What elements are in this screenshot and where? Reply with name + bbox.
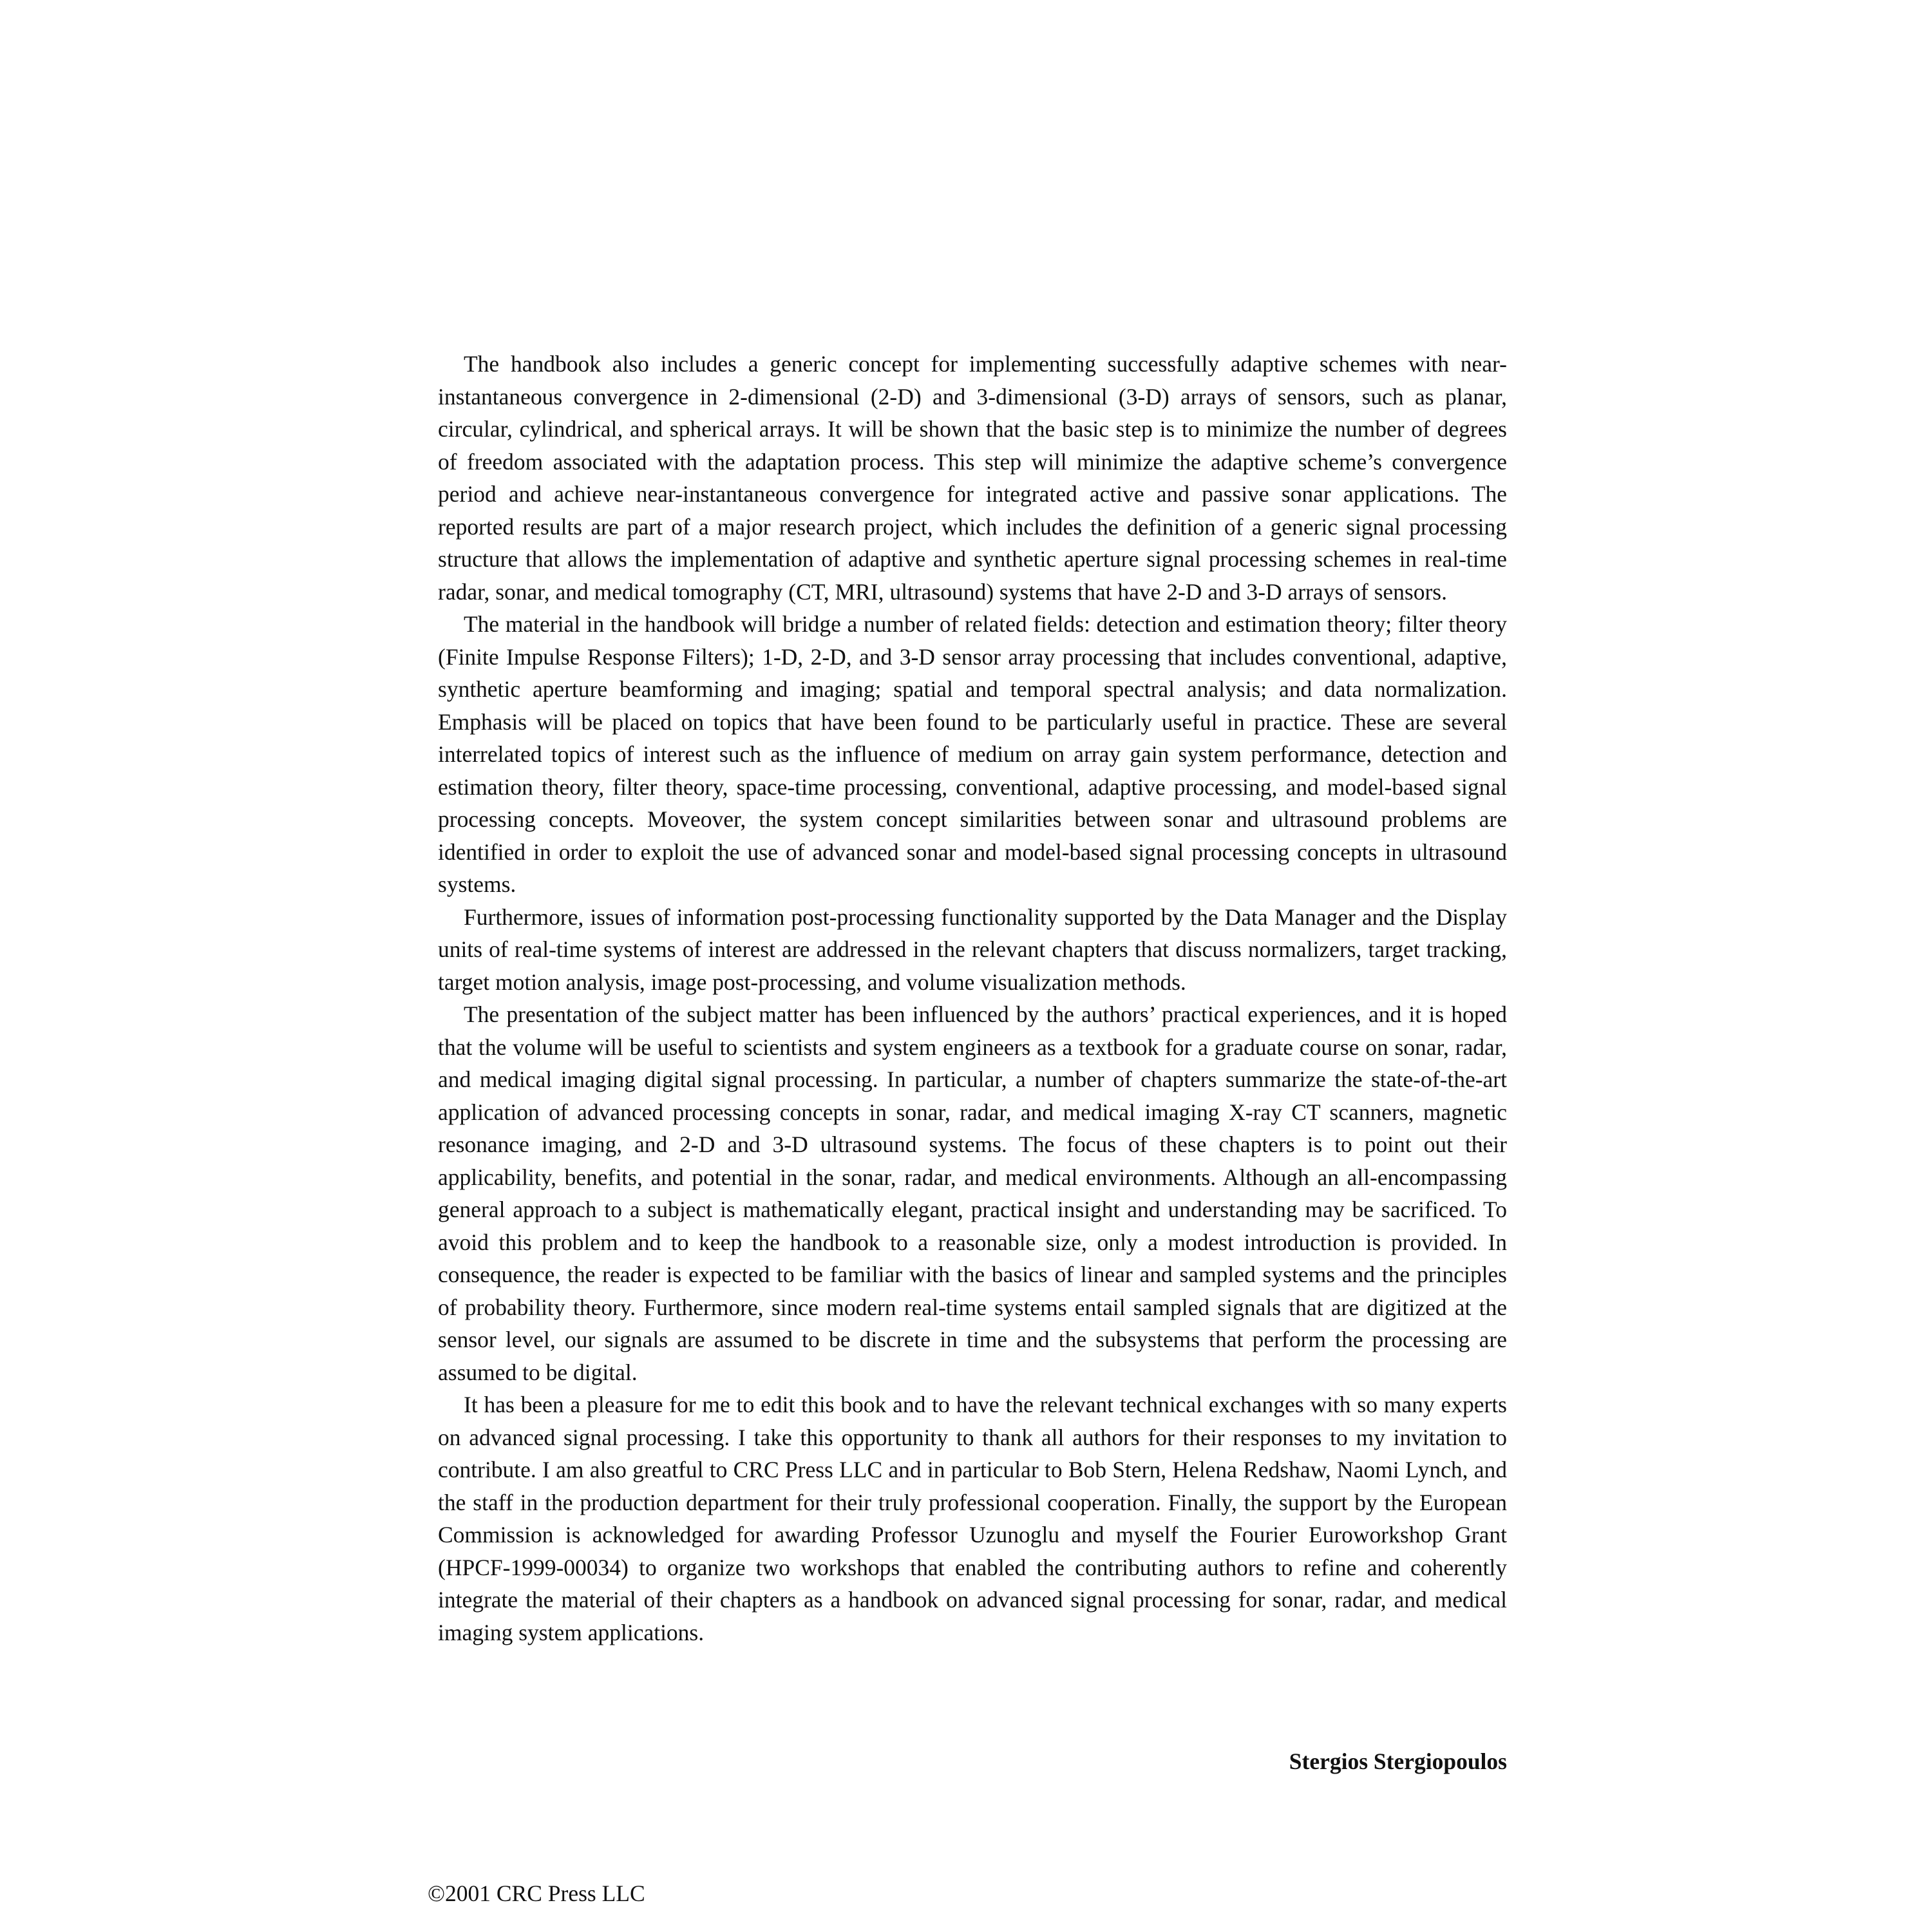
preface-body: [438, 348, 1507, 1649]
paragraph: The handbook also includes a generic concept for implementing successfully adaptive schemes with near-instantaneous convergence in 2-dimensional (2-D) and 3-dimensional (3-D) arrays of sensors, such as planar, circular, cylindrical, and spherical arrays. It will be shown that the basic step is to minimize the number of degrees of freedom associated with the adaptation process. This step will minimize the adaptive scheme’s convergence period and achieve near-instantaneous convergence for integrated active and passive sonar applications. The reported results are part of a major research project, which includes the definition of a generic signal processing structure that allows the implementation of adaptive and synthetic aperture signal processing schemes in real-time radar, sonar, and medical tomography (CT, MRI, ultrasound) systems that have 2-D and 3-D arrays of sensors.: [438, 351, 1507, 605]
paragraph: The material in the handbook will bridge a number of related fields: detection and estimation theory; filter theory (Finite Impulse Response Filters); 1-D, 2-D, and 3-D sensor array processing that includes conventional, adaptive, synthetic aperture beamforming and imaging; spatial and temporal spectral analysis; and data normalization. Emphasis will be placed on topics that have been found to be particularly useful in practice. These are several interrelated topics of interest such as the influence of medium on array gain system performance, detection and estimation theory, filter theory, space-time processing, conventional, adaptive processing, and model-based signal processing concepts. Moveover, the system concept similarities between sonar and ultrasound problems are identified in order to exploit the use of advanced sonar and model-based signal processing concepts in ultrasound systems.: [438, 611, 1507, 897]
paragraph: Furthermore, issues of information post-processing functionality supported by the Data Manager and the Display units of real-time systems of interest are addressed in the relevant chapters that discuss normalizers, target tracking, target motion analysis, image post-processing, and volume visualization methods.: [438, 904, 1507, 995]
copyright-footer: ©2001 CRC Press LLC: [428, 1880, 645, 1906]
paragraph: It has been a pleasure for me to edit this book and to have the relevant technical exchanges with so many experts on advanced signal processing. I take this opportunity to thank all authors for their responses to my invitation to contribute. I am also greatful to CRC Press LLC and in particular to Bob Stern, Helena Redshaw, Naomi Lynch, and the staff in the production department for their truly professional cooperation. Finally, the support by the European Commission is acknowledged for awarding Professor Uzunoglu and myself the Fourier Euroworkshop Grant (HPCF-1999-00034) to organize two workshops that enabled the contributing authors to refine and coherently integrate the material of their chapters as a handbook on advanced signal processing for sonar, radar, and medical imaging system applications.: [438, 1392, 1507, 1645]
paragraph: The presentation of the subject matter has been influenced by the authors’ practical experiences, and it is hoped that the volume will be useful to scientists and system engineers as a textbook for a graduate course on sonar, radar, and medical imaging digital signal processing. In particular, a number of chapters summarize the state-of-the-art application of advanced processing concepts in sonar, radar, and medical imaging X-ray CT scanners, magnetic resonance imaging, and 2-D and 3-D ultrasound systems. The focus of these chapters is to point out their applicability, benefits, and potential in the sonar, radar, and medical environments. Although an all-encompassing general approach to a subject is mathematically elegant, practical insight and understanding may be sacrificed. To avoid this problem and to keep the handbook to a reasonable size, only a modest introduction is provided. In consequence, the reader is expected to be familiar with the basics of linear and sampled systems and the principles of probability theory. Furthermore, since modern real-time systems entail sampled signals that are digitized at the sensor level, our signals are assumed to be discrete in time and the subsystems that perform the processing are assumed to be digital.: [438, 1001, 1507, 1385]
author-signature: Stergios Stergiopoulos: [1289, 1748, 1507, 1774]
